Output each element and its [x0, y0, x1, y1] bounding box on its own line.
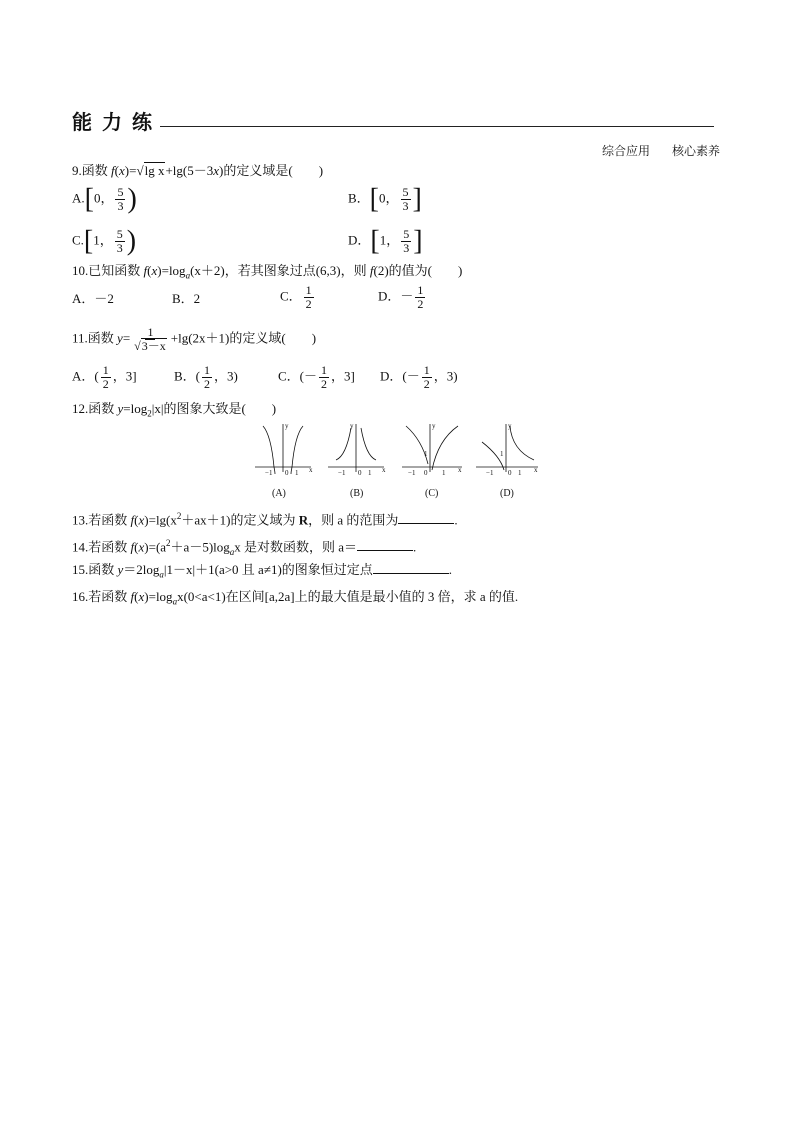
question-14: 14.若函数 $f(x)=(a^2+a-5)\log_ax$ 是对数函数，则 a＝ . — [72, 538, 417, 557]
svg-text:1: 1 — [295, 469, 299, 477]
q11-option-b[interactable]: B．( $\frac{1}{2}$ ，3) — [174, 363, 238, 391]
q12-graphs — [250, 420, 550, 502]
svg-text:y: y — [508, 422, 512, 430]
svg-text:y: y — [350, 422, 354, 430]
svg-text:y: y — [285, 422, 289, 430]
svg-text:1: 1 — [442, 469, 446, 477]
section-tags — [602, 142, 720, 159]
svg-text:1: 1 — [368, 469, 372, 477]
graph-a — [255, 422, 313, 477]
svg-text:−1: −1 — [408, 469, 416, 477]
graph-d — [476, 422, 538, 477]
title-rule — [160, 126, 714, 127]
svg-text:0: 0 — [358, 469, 362, 477]
q9-option-d[interactable]: D．[1， $\frac{5}{3}$ ] — [348, 225, 423, 257]
graph-label-d: (D) — [500, 488, 514, 499]
graph-b — [328, 422, 386, 477]
tag-application: 综合应用 — [601, 144, 650, 158]
q9-option-c[interactable]: C.[1， $\frac{5}{3}$ ) — [72, 225, 137, 257]
q10-option-a[interactable]: A．－2 — [72, 291, 114, 306]
section-title: 能力练 — [72, 110, 162, 134]
graph-label-c: (C) — [425, 488, 439, 499]
question-16: 16.若函数 $f(x)=\log_ax(0<a<1)$在区间[a,2a]上的最大值是最小值的 3 倍，求 a 的值. — [72, 589, 519, 607]
svg-text:1: 1 — [424, 450, 428, 458]
svg-text:x: x — [309, 466, 313, 474]
svg-text:y: y — [432, 422, 436, 430]
q11-option-d[interactable]: D．(－ $\frac{1}{2}$ ，3) — [380, 363, 458, 391]
svg-text:0: 0 — [424, 469, 428, 477]
question-9: 9.函数 f(x)=√lg x+lg(5－3x)的定义域是( ) — [72, 163, 324, 178]
svg-text:x: x — [382, 466, 386, 474]
svg-text:1: 1 — [518, 469, 522, 477]
svg-text:x: x — [458, 466, 462, 474]
q11-option-a[interactable]: A．( $\frac{1}{2}$ ，3] — [72, 363, 137, 391]
question-10: 10.已知函数 $f(x)=\log_a(x+2)$，若其图象过点(6,3)，则 f(2)的值为( ) — [72, 263, 463, 281]
graph-c — [402, 422, 462, 477]
q15-answer-blank[interactable] — [373, 561, 449, 574]
graph-options-figure — [250, 420, 550, 502]
svg-text:−1: −1 — [486, 469, 494, 477]
svg-text:−1: −1 — [338, 469, 346, 477]
q14-answer-blank[interactable] — [357, 538, 413, 551]
question-11: 11.函数 y= $\frac{1}{√3-x}$ +lg(2x＋1)的定义域( ) — [72, 325, 317, 353]
svg-text:0: 0 — [285, 469, 289, 477]
question-15: 15.函数 $y=2\log_a|1-x|+1(a>0$ 且 a≠1)的图象恒过定点 . — [72, 562, 453, 580]
q11-option-c[interactable]: C．(－ $\frac{1}{2}$ ，3] — [278, 363, 355, 391]
graph-label-a: (A) — [272, 488, 286, 499]
svg-text:1: 1 — [500, 450, 504, 458]
svg-text:−1: −1 — [265, 469, 273, 477]
svg-text:0: 0 — [508, 469, 512, 477]
q13-answer-blank[interactable] — [398, 511, 454, 524]
tag-literacy: 核心素养 — [671, 144, 720, 158]
q10-option-c[interactable]: C． $\frac{1}{2}$ — [280, 283, 312, 311]
q9-option-a[interactable]: A.[0， $\frac{5}{3}$ ) — [72, 183, 137, 215]
graph-label-b: (B) — [350, 488, 364, 499]
question-12: 12.函数 $y=\log_2|x|$的图象大致是( ) — [72, 401, 277, 419]
q10-option-d[interactable]: D．－ $\frac{1}{2}$ — [378, 283, 424, 311]
q10-option-b[interactable]: B．2 — [172, 291, 201, 306]
svg-text:x: x — [534, 466, 538, 474]
question-13: 13.若函数 $f(x)=\lg(x^2+ax+1)$的定义域为 R，则 a 的范围为 . — [72, 511, 458, 528]
q9-option-b[interactable]: B．[0， $\frac{5}{3}$ ] — [348, 183, 422, 215]
